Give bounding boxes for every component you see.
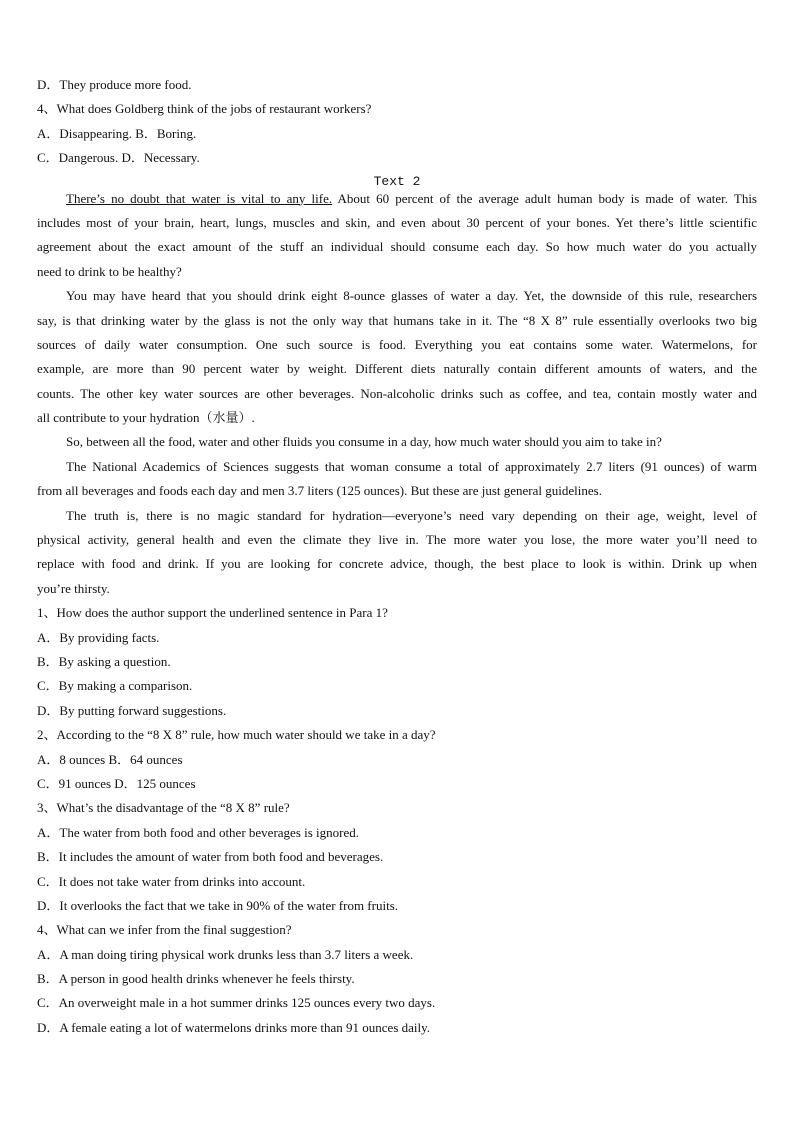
paragraph-line (37, 190, 757, 214)
paragraph-line: The National Academics of Sciences suggests that woman consume a total of approximately 2.7 liters (91 ounces) of warm (66, 458, 757, 474)
paragraph-line: The truth is, there is no magic standard for hydration—everyone’s need vary depending on their age, weight, level of (66, 507, 757, 523)
paragraph-line: includes most of your brain, heart, lungs, muscles and skin, and even about 30 percent of your bones. Yet there’s little scientific (37, 214, 757, 230)
answer-options: B．A person in good health drinks whenever he feels thirsty. (37, 971, 355, 987)
paragraph-line: You may have heard that you should drink eight 8-ounce glasses of water a day. Yet, the downside of this rule, researchers (66, 288, 757, 304)
question-stem: 4、What can we infer from the final suggestion? (37, 922, 292, 938)
answer-options: D．It overlooks the fact that we take in 90% of the water from fruits. (37, 897, 398, 913)
answer-options: C．It does not take water from drinks into account. (37, 873, 306, 889)
document-page (37, 76, 757, 1043)
paragraph-line: example, are more than 90 percent water by weight. Different diets naturally contain different amounts of waters, and the (37, 361, 757, 377)
answer-options: C．An overweight male in a hot summer drinks 125 ounces every two days. (37, 995, 436, 1011)
answer-options: A．By providing facts. (37, 629, 160, 645)
paragraph-line: say, is that drinking water by the glass is not the only way that humans take in it. The “8 X 8” rule essentially overlooks two big (37, 312, 757, 328)
answer-options: A．The water from both food and other beverages is ignored. (37, 824, 360, 840)
answer-options: A．A man doing tiring physical work drunks less than 3.7 liters a week. (37, 946, 414, 962)
section-title: Text 2 (373, 173, 421, 189)
answer-options: B．By asking a question. (37, 653, 171, 669)
answer-options: D．They produce more food. (37, 77, 192, 92)
answer-options: D．A female eating a lot of watermelons drinks more than 91 ounces daily. (37, 1019, 431, 1035)
paragraph-line: sources of daily water consumption. One such source is food. Everything you eat contains some water. Watermelons, for (37, 336, 757, 352)
answer-options: D．By putting forward suggestions. (37, 702, 227, 718)
answer-options: C．91 ounces D．125 ounces (37, 775, 196, 791)
paragraph-line: replace with food and drink. If you are looking for concrete advice, though, the best place to look is within. Drink up when (37, 556, 757, 572)
answer-options: A．8 ounces B．64 ounces (37, 751, 183, 767)
answer-options: C．Dangerous. D．Necessary. (37, 150, 200, 166)
paragraph-line: agreement about the exact amount of the stuff an individual should consume each day. So how much water do you actually (37, 239, 757, 255)
paragraph-line: So, between all the food, water and other fluids you consume in a day, how much water should you aim to take in? (66, 434, 662, 450)
paragraph-line: all contribute to your hydration（水量）. (37, 410, 255, 426)
question-stem: 3、What’s the disadvantage of the “8 X 8” rule? (37, 800, 290, 816)
paragraph-line: need to drink to be healthy? (37, 263, 182, 279)
paragraph-line: you’re thirsty. (37, 580, 110, 596)
answer-options: B．It includes the amount of water from both food and beverages. (37, 849, 384, 865)
answer-options: A．Disappearing. B．Boring. (37, 125, 197, 141)
sentence-text: About 60 percent of the average adult human body is made of water. This (332, 190, 757, 206)
paragraph-line: counts. The other key water sources are other beverages. Non-alcoholic drinks such as coffee, and tea, contain mostly water and (37, 385, 757, 401)
question-stem: 1、How does the author support the underlined sentence in Para 1? (37, 605, 388, 621)
underlined-sentence: There’s no doubt that water is vital to any life. (66, 190, 333, 206)
answer-options: C．By making a comparison. (37, 678, 193, 694)
question-stem: 4、What does Goldberg think of the jobs of restaurant workers? (37, 101, 372, 117)
question-stem: 2、According to the “8 X 8” rule, how much water should we take in a day? (37, 727, 436, 743)
paragraph-line: from all beverages and foods each day and men 3.7 liters (125 ounces). But these are just general guidelines. (37, 483, 602, 499)
paragraph-line: physical activity, general health and even the climate they live in. The more water you lose, the more water you’ll need to (37, 532, 757, 548)
